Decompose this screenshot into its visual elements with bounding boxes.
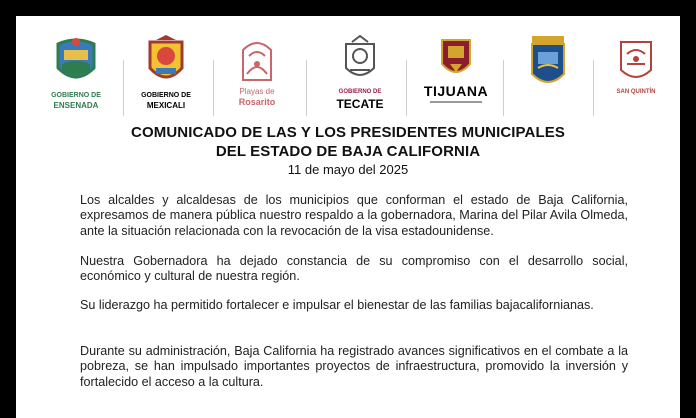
ensenada-crest-icon	[50, 34, 102, 90]
logo-caption-bottom: TIJUANA	[423, 83, 489, 99]
logo-tecate	[318, 34, 402, 122]
logo-ensenada	[34, 34, 118, 122]
document-title-line2: DEL ESTADO DE BAJA CALIFORNIA	[215, 143, 481, 160]
logo-caption-bottom: Rosarito	[238, 97, 276, 107]
logo-caption-bottom: TECATE	[336, 97, 384, 111]
logo-caption-top: Playas de	[239, 87, 275, 96]
municipal-crest-icon	[528, 34, 568, 94]
tijuana-crest-icon	[434, 34, 478, 82]
logo-caption-top: GOBIERNO DE	[141, 92, 191, 99]
logo-divider	[503, 60, 504, 116]
logo-san-quintin	[594, 34, 678, 122]
tijuana-underline	[430, 101, 482, 103]
logo-caption-bottom: ENSENADA	[53, 101, 99, 110]
logo-rosarito	[215, 34, 299, 122]
paragraph: Durante su administración, Baja California ha registrado avances significativos en el combate a la pobreza, se han impulsado importantes proyectos de infraestructura, promovido la inversión y fortalecido el acceso a la cultura.	[80, 344, 628, 389]
logo-divider	[306, 60, 307, 116]
mexicali-crest-icon	[144, 34, 188, 90]
paragraph: Nuestra Gobernadora ha dejado constancia de su compromiso con el desarrollo social, económico y cultural de nuestra región.	[80, 254, 628, 284]
document-date: 11 de mayo del 2025	[287, 162, 409, 177]
logo-caption-bottom: SAN QUINTÍN	[616, 89, 656, 95]
san-quintin-emblem-icon	[613, 34, 659, 86]
municipal-logos-row	[16, 34, 680, 124]
logo-caption-top: GOBIERNO DE	[338, 89, 382, 95]
paragraph: Los alcaldes y alcaldesas de los municipios que conforman el estado de Baja California, expresamos de manera pública nuestro respaldo a la gobernadora, Marina del Pilar Avila Olmeda, ante la situación relacionada con la revocación de la visa estadounidense.	[80, 193, 628, 238]
logo-tijuana	[414, 34, 498, 122]
rosarito-emblem-icon	[235, 34, 279, 86]
logo-caption-top: GOBIERNO DE	[51, 92, 101, 99]
document-page	[16, 16, 680, 418]
paragraph: Su liderazgo ha permitido fortalecer e impulsar el bienestar de las familias bajacalifornianas.	[80, 298, 594, 312]
document-title-line1: COMUNICADO DE LAS Y LOS PRESIDENTES MUNICIPALES	[131, 124, 565, 141]
logo-caption-bottom: MEXICALI	[146, 101, 186, 110]
logo-municipal-crest	[506, 34, 590, 122]
logo-divider	[213, 60, 214, 116]
tecate-crest-icon	[338, 34, 382, 86]
logo-mexicali	[124, 34, 208, 122]
logo-divider	[406, 60, 407, 116]
